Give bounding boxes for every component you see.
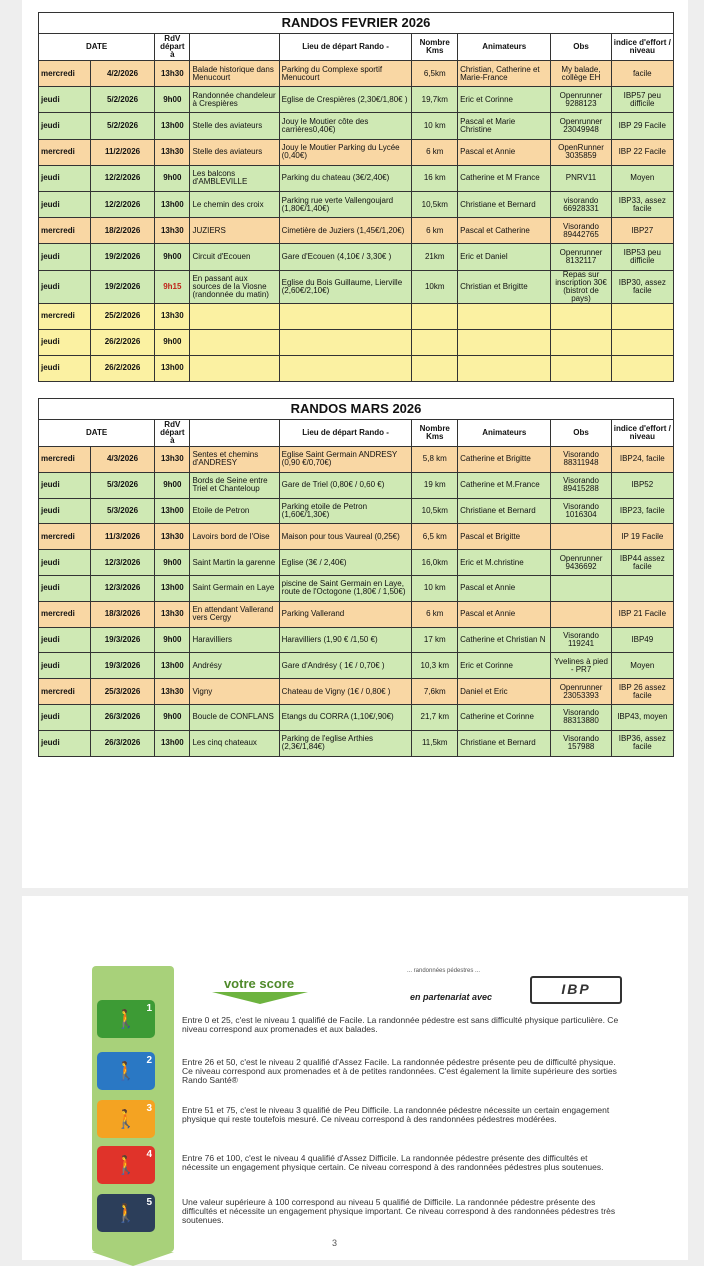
- cell-day: jeudi: [39, 113, 91, 139]
- cell-km: 6 km: [412, 139, 458, 165]
- table-row: [39, 498, 674, 524]
- cell-date: 26/2/2026: [90, 329, 154, 355]
- table-row: [39, 303, 674, 329]
- cell-time: 9h00: [155, 244, 190, 270]
- fevrier-table: [38, 12, 674, 382]
- cell-time: 13h30: [155, 139, 190, 165]
- cell-time: 13h30: [155, 61, 190, 87]
- cell-niveau: IBP33, assez facile: [611, 191, 673, 217]
- header-lieu: Lieu de départ Rando -: [279, 34, 412, 61]
- cell-obs: Visorando 88311948: [551, 447, 611, 473]
- cell-date: 26/2/2026: [90, 355, 154, 381]
- cell-obs: [551, 355, 611, 381]
- cell-day: mercredi: [39, 61, 91, 87]
- table-row: [39, 139, 674, 165]
- header-lieu: Lieu de départ Rando -: [279, 420, 412, 447]
- cell-niveau: IP 19 Facile: [611, 524, 673, 550]
- cell-obs: Visorando 89415288: [551, 472, 611, 498]
- cell-time: 13h00: [155, 653, 190, 679]
- header-rdv: RdV départ à: [155, 34, 190, 61]
- cell-obs: Visorando 89442765: [551, 218, 611, 244]
- cell-title: Stelle des aviateurs: [190, 113, 279, 139]
- cell-day: mercredi: [39, 679, 91, 705]
- cell-obs: Visorando 157988: [551, 730, 611, 756]
- cell-obs: visorando 66928331: [551, 191, 611, 217]
- cell-time: 13h30: [155, 601, 190, 627]
- cell-anim: [458, 355, 551, 381]
- cell-date: 25/3/2026: [90, 679, 154, 705]
- cell-title: Le chemin des croix: [190, 191, 279, 217]
- cell-date: 11/3/2026: [90, 524, 154, 550]
- cell-niveau: IBP27: [611, 218, 673, 244]
- cell-time: 13h00: [155, 730, 190, 756]
- cell-title: Circuit d'Ecouen: [190, 244, 279, 270]
- cell-time: 13h00: [155, 575, 190, 601]
- cell-anim: Eric et Daniel: [458, 244, 551, 270]
- level-2-hiker-icon: 🚶 2: [97, 1052, 155, 1090]
- cell-time: 13h00: [155, 355, 190, 381]
- mars-title: RANDOS MARS 2026: [39, 399, 674, 420]
- cell-title: Bords de Seine entre Triel et Chanteloup: [190, 472, 279, 498]
- cell-title: JUZIERS: [190, 218, 279, 244]
- cell-km: 6 km: [412, 601, 458, 627]
- partner-label: en partenariat avec: [410, 992, 493, 1002]
- cell-title: Les cinq chateaux: [190, 730, 279, 756]
- cell-time: 13h00: [155, 191, 190, 217]
- cell-niveau: IBP23, facile: [611, 498, 673, 524]
- header-niveau: indice d'effort / niveau: [611, 34, 673, 61]
- cell-day: jeudi: [39, 653, 91, 679]
- cell-lieu: [279, 329, 412, 355]
- cell-km: 10,3 km: [412, 653, 458, 679]
- arrow-down-icon: [212, 992, 308, 1004]
- cell-day: mercredi: [39, 601, 91, 627]
- cell-title: Balade historique dans Menucourt: [190, 61, 279, 87]
- cell-niveau: [611, 575, 673, 601]
- cell-km: 17 km: [412, 627, 458, 653]
- header-obs: Obs: [551, 420, 611, 447]
- table-row: [39, 244, 674, 270]
- cell-title: Saint Germain en Laye: [190, 575, 279, 601]
- cell-day: mercredi: [39, 139, 91, 165]
- cell-km: 10km: [412, 270, 458, 303]
- cell-obs: Openrunner 9288123: [551, 87, 611, 113]
- table-row: [39, 653, 674, 679]
- cell-date: 12/3/2026: [90, 550, 154, 576]
- cell-anim: Pascal et Catherine: [458, 218, 551, 244]
- cell-time: 9h00: [155, 165, 190, 191]
- cell-anim: Pascal et Annie: [458, 601, 551, 627]
- cell-niveau: facile: [611, 61, 673, 87]
- cell-niveau: IBP43, moyen: [611, 704, 673, 730]
- cell-obs: [551, 329, 611, 355]
- cell-anim: Pascal et Brigitte: [458, 524, 551, 550]
- cell-title: [190, 329, 279, 355]
- level-4-text: Entre 76 et 100, c'est le niveau 4 qualifié d'Assez Difficile. La randonnée pédestre présente des difficultés et nécessite un engagement physique certain. Ce niveau correspond à des randonnées pédestres plus soutenues.: [182, 1153, 604, 1172]
- level-3-hiker-icon: 🚶 3: [97, 1100, 155, 1138]
- cell-niveau: Moyen: [611, 653, 673, 679]
- cell-date: 26/3/2026: [90, 730, 154, 756]
- cell-niveau: IBP24, facile: [611, 447, 673, 473]
- cell-date: 5/2/2026: [90, 113, 154, 139]
- cell-day: mercredi: [39, 447, 91, 473]
- cell-anim: Catherine et M.France: [458, 472, 551, 498]
- cell-lieu: Eglise de Crespières (2,30€/1,80€ ): [279, 87, 412, 113]
- score-sheet: [22, 896, 688, 1260]
- cell-anim: Christian et Brigitte: [458, 270, 551, 303]
- cell-date: 4/3/2026: [90, 447, 154, 473]
- cell-lieu: Jouy le Moutier Parking du Lycée (0,40€): [279, 139, 412, 165]
- cell-km: 21km: [412, 244, 458, 270]
- cell-date: 5/2/2026: [90, 87, 154, 113]
- cell-date: 18/3/2026: [90, 601, 154, 627]
- level-3-text: Entre 51 et 75, c'est le niveau 3 qualifié de Peu Difficile. La randonnée pédestre nécessite un certain engagement physique qui reste toutefois mesuré. Ce niveau correspond à des randonnées pédestres modérées.: [182, 1105, 610, 1124]
- table-row: [39, 601, 674, 627]
- cell-km: 7,6km: [412, 679, 458, 705]
- table-row: [39, 218, 674, 244]
- cell-obs: My balade, collège EH: [551, 61, 611, 87]
- cell-date: 18/2/2026: [90, 218, 154, 244]
- table-row: [39, 447, 674, 473]
- cell-title: Randonnée chandeleur à Crespières: [190, 87, 279, 113]
- level-1-text: Entre 0 et 25, c'est le niveau 1 qualifié de Facile. La randonnée pédestre est sans difficulté physique particulière. Ce niveau correspond aux promenades et aux balades.: [182, 1015, 619, 1034]
- cell-time: 13h30: [155, 303, 190, 329]
- level-1-hiker-icon: 🚶 1: [97, 1000, 155, 1038]
- level-4-hiker-icon: 🚶 4: [97, 1146, 155, 1184]
- cell-lieu: Eglise Saint Germain ANDRESY (0,90 €/0,70€): [279, 447, 412, 473]
- cell-title: [190, 303, 279, 329]
- cell-lieu: [279, 303, 412, 329]
- header-blank: [190, 34, 279, 61]
- cell-anim: Christiane et Bernard: [458, 498, 551, 524]
- cell-km: 21,7 km: [412, 704, 458, 730]
- cell-title: Lavoirs bord de l'Oise: [190, 524, 279, 550]
- cell-lieu: Gare de Triel (0,80€ / 0,60 €): [279, 472, 412, 498]
- cell-niveau: IBP44 assez facile: [611, 550, 673, 576]
- table-row: [39, 87, 674, 113]
- table-row: [39, 191, 674, 217]
- cell-anim: Pascal et Annie: [458, 139, 551, 165]
- table-row: [39, 113, 674, 139]
- cell-lieu: Etangs du CORRA (1,10€/,90€): [279, 704, 412, 730]
- cell-date: 26/3/2026: [90, 704, 154, 730]
- cell-lieu: Maison pour tous Vaureal (0,25€): [279, 524, 412, 550]
- cell-time: 13h30: [155, 679, 190, 705]
- cell-lieu: Jouy le Moutier côte des carrières0,40€): [279, 113, 412, 139]
- level-2-text: Entre 26 et 50, c'est le niveau 2 qualifié d'Assez Facile. La randonnée pédestre présente peu de difficulté physique. Ce niveau correspond aux promenades et à de petites randonnées. C'est également la limite supérieure des sorties Rando Santé®: [182, 1057, 617, 1085]
- cell-title: Vigny: [190, 679, 279, 705]
- cell-day: jeudi: [39, 730, 91, 756]
- cell-date: 19/2/2026: [90, 270, 154, 303]
- cell-niveau: IBP 22 Facile: [611, 139, 673, 165]
- cell-km: 6,5km: [412, 61, 458, 87]
- cell-title: Boucle de CONFLANS: [190, 704, 279, 730]
- cell-km: 10 km: [412, 575, 458, 601]
- cell-niveau: Moyen: [611, 165, 673, 191]
- cell-km: 10 km: [412, 113, 458, 139]
- cell-niveau: IBP52: [611, 472, 673, 498]
- cell-lieu: Gare d'Andrésy ( 1€ / 0,70€ ): [279, 653, 412, 679]
- cell-km: 19,7km: [412, 87, 458, 113]
- cell-niveau: [611, 329, 673, 355]
- cell-title: Les balcons d'AMBLEVILLE: [190, 165, 279, 191]
- header-animateurs: Animateurs: [458, 34, 551, 61]
- cell-time: 9h00: [155, 87, 190, 113]
- cell-title: Haravilliers: [190, 627, 279, 653]
- cell-km: 6 km: [412, 218, 458, 244]
- cell-day: jeudi: [39, 244, 91, 270]
- cell-time: 9h00: [155, 704, 190, 730]
- score-title: votre score: [223, 976, 295, 991]
- cell-date: 12/2/2026: [90, 165, 154, 191]
- cell-km: 10,5km: [412, 191, 458, 217]
- cell-lieu: Gare d'Ecouen (4,10€ / 3,30€ ): [279, 244, 412, 270]
- cell-title: Stelle des aviateurs: [190, 139, 279, 165]
- cell-date: 19/3/2026: [90, 627, 154, 653]
- table-row: [39, 524, 674, 550]
- cell-lieu: Haravilliers (1,90 € /1,50 €): [279, 627, 412, 653]
- mars-table: [38, 398, 674, 757]
- cell-date: 12/2/2026: [90, 191, 154, 217]
- cell-date: 25/2/2026: [90, 303, 154, 329]
- cell-lieu: Parking de l'eglise Arthies (2,3€/1,84€): [279, 730, 412, 756]
- schedule-sheet: [22, 0, 688, 888]
- cell-obs: PNRV11: [551, 165, 611, 191]
- cell-anim: Pascal et Marie Christine: [458, 113, 551, 139]
- cell-anim: Eric et M.christine: [458, 550, 551, 576]
- cell-lieu: Eglise du Bois Guillaume, Lierville (2,60€/2,10€): [279, 270, 412, 303]
- table-row: [39, 704, 674, 730]
- table-row: [39, 329, 674, 355]
- cell-niveau: IBP 26 assez facile: [611, 679, 673, 705]
- cell-anim: Catherine et Brigitte: [458, 447, 551, 473]
- cell-obs: [551, 524, 611, 550]
- table-row: [39, 730, 674, 756]
- cell-obs: [551, 303, 611, 329]
- cell-anim: Daniel et Eric: [458, 679, 551, 705]
- header-blank: [190, 420, 279, 447]
- cell-time: 9h15: [155, 270, 190, 303]
- cell-time: 13h30: [155, 218, 190, 244]
- cell-date: 5/3/2026: [90, 498, 154, 524]
- cell-day: jeudi: [39, 550, 91, 576]
- header-date: DATE: [39, 420, 155, 447]
- cell-obs: Visorando 1016304: [551, 498, 611, 524]
- cell-lieu: Parking du Complexe sportif Menucourt: [279, 61, 412, 87]
- cell-km: [412, 329, 458, 355]
- cell-obs: Repas sur inscription 30€ (bistrot de pays): [551, 270, 611, 303]
- cell-lieu: Chateau de Vigny (1€ / 0,80€ ): [279, 679, 412, 705]
- cell-anim: Christiane et Bernard: [458, 191, 551, 217]
- cell-day: jeudi: [39, 704, 91, 730]
- cell-km: [412, 355, 458, 381]
- cell-time: 9h00: [155, 472, 190, 498]
- cell-time: 13h00: [155, 498, 190, 524]
- cell-km: 16 km: [412, 165, 458, 191]
- cell-obs: Visorando 88313880: [551, 704, 611, 730]
- cell-day: mercredi: [39, 303, 91, 329]
- cell-anim: Catherine et Corinne: [458, 704, 551, 730]
- cell-day: jeudi: [39, 329, 91, 355]
- cell-lieu: [279, 355, 412, 381]
- header-km: Nombre Kms: [412, 34, 458, 61]
- cell-obs: OpenRunner 3035859: [551, 139, 611, 165]
- table-row: [39, 270, 674, 303]
- table-row: [39, 165, 674, 191]
- header-niveau: indice d'effort / niveau: [611, 420, 673, 447]
- cell-niveau: IBP30, assez facile: [611, 270, 673, 303]
- table-row: [39, 575, 674, 601]
- cell-obs: Openrunner 23053393: [551, 679, 611, 705]
- cell-day: jeudi: [39, 575, 91, 601]
- cell-date: 19/3/2026: [90, 653, 154, 679]
- cell-lieu: Parking Vallerand: [279, 601, 412, 627]
- cell-day: jeudi: [39, 191, 91, 217]
- cell-title: En passant aux sources de la Viosne (randonnée du matin): [190, 270, 279, 303]
- cell-date: 4/2/2026: [90, 61, 154, 87]
- cell-anim: Pascal et Annie: [458, 575, 551, 601]
- ibp-logo: IBP: [530, 976, 622, 1004]
- header-km: Nombre Kms: [412, 420, 458, 447]
- cell-niveau: [611, 355, 673, 381]
- cell-time: 13h30: [155, 447, 190, 473]
- cell-km: 6,5 km: [412, 524, 458, 550]
- level-5-text: Une valeur supérieure à 100 correspond au niveau 5 qualifié de Difficile. La randonnée pédestre présente des difficultés et nécessite un engagement physique important. Ce niveau correspond à des randonnées pédestres très soutenues.: [182, 1197, 616, 1225]
- cell-niveau: IBP53 peu difficile: [611, 244, 673, 270]
- cell-anim: [458, 303, 551, 329]
- table-row: [39, 550, 674, 576]
- cell-niveau: IBP36, assez facile: [611, 730, 673, 756]
- cell-lieu: Parking du chateau (3€/2,40€): [279, 165, 412, 191]
- cell-lieu: Cimetière de Juziers (1,45€/1,20€): [279, 218, 412, 244]
- page-number: 3: [332, 1238, 338, 1248]
- cell-anim: Catherine et Christian N: [458, 627, 551, 653]
- header-animateurs: Animateurs: [458, 420, 551, 447]
- cell-day: jeudi: [39, 270, 91, 303]
- cell-time: 9h00: [155, 627, 190, 653]
- cell-title: Etoile de Petron: [190, 498, 279, 524]
- cell-obs: [551, 575, 611, 601]
- fevrier-title: RANDOS FEVRIER 2026: [39, 13, 674, 34]
- header-date: DATE: [39, 34, 155, 61]
- cell-km: 16,0km: [412, 550, 458, 576]
- cell-obs: Openrunner 9436692: [551, 550, 611, 576]
- cell-km: 5,8 km: [412, 447, 458, 473]
- cell-date: 5/3/2026: [90, 472, 154, 498]
- cell-niveau: [611, 303, 673, 329]
- cell-anim: Christian, Catherine et Marie-France: [458, 61, 551, 87]
- header-rdv: RdV départ à: [155, 420, 190, 447]
- cell-anim: Catherine et M France: [458, 165, 551, 191]
- cell-obs: Openrunner 8132117: [551, 244, 611, 270]
- cell-anim: [458, 329, 551, 355]
- cell-time: 13h30: [155, 524, 190, 550]
- cell-obs: Yvelines à pied - PR7: [551, 653, 611, 679]
- cell-time: 9h00: [155, 550, 190, 576]
- cell-title: Sentes et chemins d'ANDRESY: [190, 447, 279, 473]
- cell-km: [412, 303, 458, 329]
- cell-day: jeudi: [39, 355, 91, 381]
- cell-date: 19/2/2026: [90, 244, 154, 270]
- cell-lieu: Parking rue verte Vallengoujard (1,80€/1,40€): [279, 191, 412, 217]
- cell-anim: Christiane et Bernard: [458, 730, 551, 756]
- cell-title: Saint Martin la garenne: [190, 550, 279, 576]
- cell-day: jeudi: [39, 87, 91, 113]
- cell-lieu: Eglise (3€ / 2,40€): [279, 550, 412, 576]
- table-row: [39, 61, 674, 87]
- cell-day: mercredi: [39, 524, 91, 550]
- cell-km: 19 km: [412, 472, 458, 498]
- header-obs: Obs: [551, 34, 611, 61]
- cell-obs: Openrunner 23049948: [551, 113, 611, 139]
- table-row: [39, 679, 674, 705]
- cell-niveau: IBP 29 Facile: [611, 113, 673, 139]
- partner-topline: ... randonnées pédestres ...: [407, 968, 481, 974]
- cell-lieu: Parking etoile de Petron (1,60€/1,30€): [279, 498, 412, 524]
- cell-anim: Eric et Corinne: [458, 653, 551, 679]
- cell-day: mercredi: [39, 218, 91, 244]
- level-5-hiker-icon: 🚶 5: [97, 1194, 155, 1232]
- cell-title: [190, 355, 279, 381]
- cell-obs: [551, 601, 611, 627]
- cell-obs: Visorando 119241: [551, 627, 611, 653]
- cell-day: jeudi: [39, 627, 91, 653]
- cell-day: jeudi: [39, 498, 91, 524]
- cell-title: Andrésy: [190, 653, 279, 679]
- table-row: [39, 355, 674, 381]
- cell-km: 10,5km: [412, 498, 458, 524]
- cell-time: 13h00: [155, 113, 190, 139]
- cell-niveau: IBP57 peu difficile: [611, 87, 673, 113]
- cell-time: 9h00: [155, 329, 190, 355]
- cell-date: 11/2/2026: [90, 139, 154, 165]
- cell-day: jeudi: [39, 472, 91, 498]
- table-row: [39, 627, 674, 653]
- cell-niveau: IBP49: [611, 627, 673, 653]
- cell-km: 11,5km: [412, 730, 458, 756]
- cell-date: 12/3/2026: [90, 575, 154, 601]
- cell-niveau: IBP 21 Facile: [611, 601, 673, 627]
- cell-lieu: piscine de Saint Germain en Laye, route de l'Octogone (1,80€ / 1,50€): [279, 575, 412, 601]
- cell-day: jeudi: [39, 165, 91, 191]
- table-row: [39, 472, 674, 498]
- cell-title: En attendant Vallerand vers Cergy: [190, 601, 279, 627]
- cell-anim: Eric et Corinne: [458, 87, 551, 113]
